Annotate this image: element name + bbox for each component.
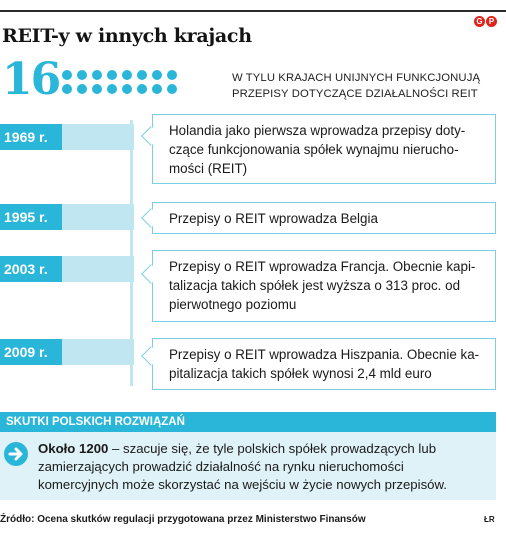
author-initials: ŁR: [484, 515, 495, 524]
effects-body: – szacuje się, że tyle polskich spółek prowadzących lub zamierzających prowadzić działalność na rynku nieruchomości komercyjnych może skorzystać na wejściu w życie nowych przepisów.: [38, 441, 447, 492]
card-notch: [141, 208, 161, 228]
country-dot: [62, 70, 72, 80]
country-dot: [107, 84, 117, 94]
effects-heading: SKUTKI POLSKICH ROZWIĄZAŃ: [6, 416, 185, 428]
logo-letter-p: P: [486, 16, 497, 27]
publication-logo: [474, 16, 497, 27]
timeline-event-text: Przepisy o REIT wprowadza Belgia: [169, 211, 378, 226]
effects-heading-bar: [0, 412, 496, 432]
timeline-year-band: [0, 204, 134, 230]
timeline-event-card: [152, 250, 496, 322]
country-count: 16: [2, 54, 60, 105]
country-dot: [77, 84, 87, 94]
country-dot: [92, 70, 102, 80]
country-dot: [122, 84, 132, 94]
country-dot: [152, 70, 162, 80]
country-dot: [77, 70, 87, 80]
timeline-event-card: [152, 114, 496, 184]
effects-lead: Około 1200: [38, 441, 109, 456]
country-dot: [137, 70, 147, 80]
timeline: [0, 114, 506, 390]
infographic-title: REIT-y w innych krajach: [2, 25, 252, 47]
source-note: Źródło: Ocena skutków regulacji przygotowana przez Ministerstwo Finansów: [0, 514, 366, 525]
country-dot: [62, 84, 72, 94]
timeline-event-text: Przepisy o REIT wprowadza Hiszpania. Obecnie ka-pitalizacja takich spółek wynosi 2,4 mld euro: [169, 347, 480, 381]
card-notch: [141, 346, 161, 366]
effects-text: [38, 440, 488, 494]
timeline-event-text: Holandia jako pierwsza wprowadza przepisy doty-czące funkcjonowania spółek wynajmu nierucho-mości (REIT): [169, 123, 466, 176]
country-dot: [167, 84, 177, 94]
country-count-note: W TYLU KRAJACH UNIJNYCH FUNKCJONUJĄ PRZEPISY DOTYCZĄCE DZIAŁALNOŚCI REIT: [232, 72, 481, 100]
timeline-year: 1969 r.: [0, 124, 62, 150]
effects-box: [0, 432, 496, 500]
timeline-year: 2009 r.: [0, 339, 62, 365]
timeline-year-band: [0, 339, 134, 365]
timeline-event-text: Przepisy o REIT wprowadza Francja. Obecnie kapi-talizacja takich spółek jest wyższa o 313 proc. od pierwotnego poziomu: [169, 259, 476, 312]
country-dots: [62, 70, 178, 95]
card-notch: [141, 126, 161, 146]
timeline-year-band: [0, 124, 134, 150]
arrow-right-icon: [4, 442, 28, 466]
card-notch: [141, 264, 161, 284]
timeline-year-band: [0, 256, 134, 282]
country-dot: [107, 70, 117, 80]
timeline-year: 2003 r.: [0, 256, 62, 282]
country-dot: [167, 70, 177, 80]
timeline-event-card: [152, 338, 496, 390]
country-dot: [122, 70, 132, 80]
country-dot: [137, 84, 147, 94]
country-dot: [92, 84, 102, 94]
country-dot: [152, 84, 162, 94]
timeline-year: 1995 r.: [0, 204, 62, 230]
timeline-event-card: [152, 202, 496, 234]
logo-letter-g: G: [474, 16, 485, 27]
top-rule: [0, 10, 506, 12]
